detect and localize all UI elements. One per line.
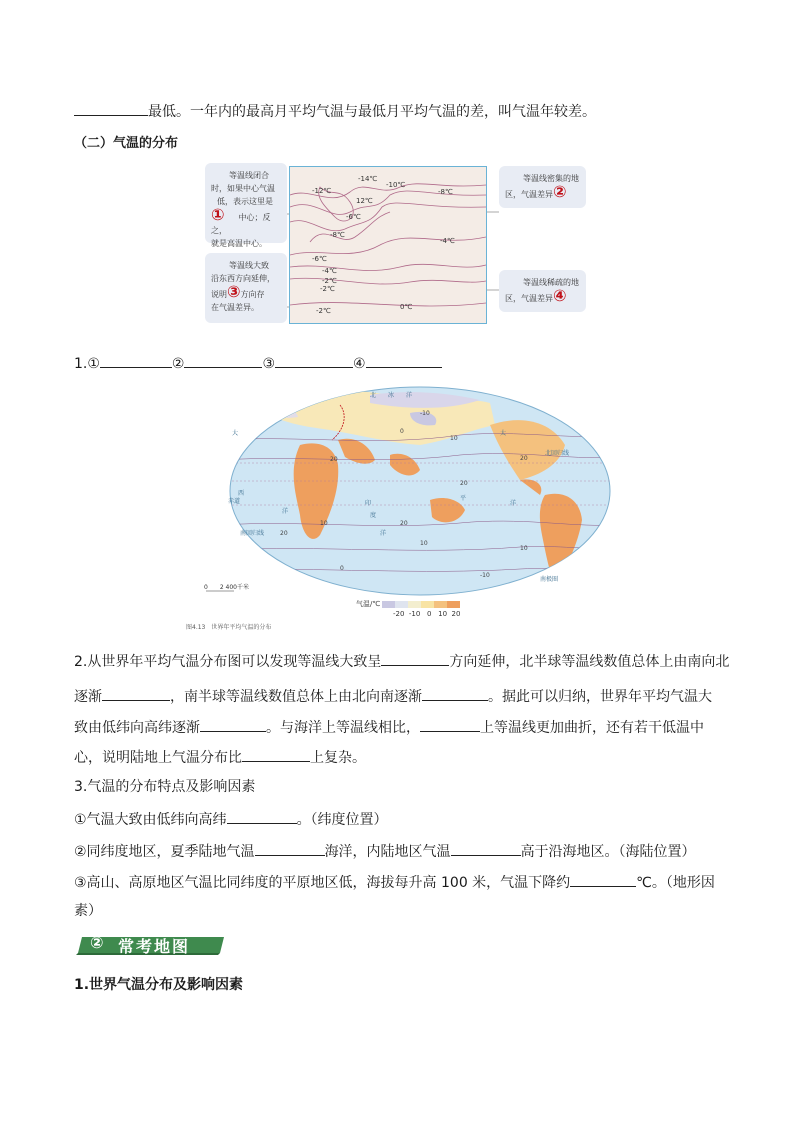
question-3c: ③高山、高原地区气温比同纬度的平原地区低，海拔每升高 100 米，气温下降约 ℃。（地形因 (74, 871, 715, 893)
question-3a: ①气温大致由低纬向高纬 。（纬度位置） (74, 808, 388, 830)
legend-swatch (395, 601, 408, 608)
svg-text:太: 太 (500, 430, 507, 437)
svg-text:大: 大 (232, 430, 239, 437)
svg-text:10: 10 (320, 520, 328, 527)
svg-text:-2℃: -2℃ (316, 307, 331, 315)
svg-text:20: 20 (330, 456, 338, 463)
section-banner (74, 933, 224, 955)
subheading: 1.世界气温分布及影响因素 (74, 977, 244, 993)
svg-text:-8℃: -8℃ (438, 188, 453, 196)
svg-text:洋: 洋 (380, 530, 387, 537)
answer-blank[interactable] (227, 808, 297, 824)
answer-blank[interactable] (102, 685, 170, 701)
svg-text:-2℃: -2℃ (322, 277, 337, 285)
svg-text:0: 0 (340, 565, 344, 572)
marker-1: ① (211, 205, 225, 224)
map-scale: 0 2 400千米 (204, 584, 249, 591)
svg-text:10: 10 (520, 545, 528, 552)
svg-text:-10℃: -10℃ (386, 181, 406, 189)
svg-text:洋: 洋 (510, 500, 517, 507)
svg-text:-6℃: -6℃ (312, 255, 327, 263)
svg-text:-8℃: -8℃ (330, 231, 345, 239)
answer-blank-4[interactable] (366, 352, 442, 368)
svg-text:洋: 洋 (282, 508, 289, 515)
answer-blank[interactable] (570, 871, 636, 887)
svg-text:平: 平 (460, 495, 467, 502)
svg-text:0℃: 0℃ (400, 303, 413, 311)
note-east-west-isotherm: 等温线大致 沿东西方向延伸， 说明③方向存 在气温差异。 (205, 253, 287, 323)
legend-swatch (408, 601, 421, 608)
legend-swatch (421, 601, 434, 608)
svg-text:10: 10 (420, 540, 428, 547)
answer-blank[interactable] (422, 685, 488, 701)
svg-text:-10: -10 (420, 410, 430, 417)
answer-blank[interactable] (242, 746, 310, 762)
svg-text:-2℃: -2℃ (320, 285, 335, 293)
svg-text:南回归线: 南回归线 (240, 530, 265, 537)
svg-text:-10: -10 (480, 572, 490, 579)
answer-blank-3[interactable] (275, 352, 353, 368)
answer-blank-1[interactable] (100, 352, 172, 368)
svg-text:南极圈: 南极圈 (540, 576, 559, 583)
svg-text:20: 20 (520, 455, 528, 462)
question-3b: ②同纬度地区，夏季陆地气温 海洋，内陆地区气温 高于沿海地区。（海陆位置） (74, 840, 696, 862)
legend-swatch (382, 601, 395, 608)
legend-swatch (434, 601, 447, 608)
answer-blank[interactable] (200, 716, 266, 732)
svg-text:印: 印 (365, 500, 372, 507)
question-2-line3: 致由低纬向高纬逐渐 。与海洋上等温线相比， 上等温线更加曲折，还有若干低温中 (74, 716, 704, 738)
svg-text:12℃: 12℃ (356, 197, 373, 205)
svg-text:20: 20 (400, 520, 408, 527)
svg-text:-4℃: -4℃ (440, 237, 455, 245)
answer-blank[interactable] (255, 840, 325, 856)
svg-text:20: 20 (460, 480, 468, 487)
svg-text:北回归线: 北回归线 (545, 450, 570, 457)
svg-text:赤道: 赤道 (228, 498, 241, 505)
answer-blank[interactable] (451, 840, 521, 856)
question-2-line1: 2.从世界年平均气温分布图可以发现等温线大致呈 方向延伸，北半球等温线数值总体上由南向北 (74, 650, 729, 672)
question-2-line2: 逐渐 ，南半球等温线数值总体上由北向南逐渐 。据此可以归纳，世界年平均气温大 (74, 685, 712, 707)
intro-line: 最低。一年内的最高月平均气温与最低月平均气温的差，叫气温年较差。 (74, 100, 596, 122)
map-legend: 气温/℃ -20 -10 0 10 20 (356, 600, 461, 618)
svg-text:10: 10 (450, 435, 458, 442)
isotherm-lines (290, 167, 486, 323)
marker-2: ② (553, 182, 567, 201)
answer-blank[interactable] (420, 716, 480, 732)
answer-blank[interactable] (381, 650, 449, 666)
svg-text:0: 0 (400, 428, 404, 435)
svg-text:西: 西 (238, 490, 245, 497)
svg-text:北 冰 洋: 北 冰 洋 (370, 392, 413, 399)
world-temperature-map (204, 385, 610, 597)
svg-text:度: 度 (370, 512, 377, 519)
svg-text:-12℃: -12℃ (312, 187, 332, 195)
marker-3: ③ (227, 282, 241, 301)
isotherm-diagram (289, 166, 487, 324)
svg-text:-14℃: -14℃ (358, 175, 378, 183)
legend-swatch (447, 601, 460, 608)
svg-text:-4℃: -4℃ (322, 267, 337, 275)
svg-text:20: 20 (280, 530, 288, 537)
map-caption: 图4.13 世界年平均气温的分布 (186, 624, 272, 631)
note-dense-isotherm: 等温线密集的地 区，气温差异② (499, 166, 586, 208)
note-closed-isotherm: 等温线闭合 时，如果中心气温 低，表示这里是 ① 中心；反之， 就是高温中心。 (205, 163, 287, 243)
svg-text:-6℃: -6℃ (346, 213, 361, 221)
note-sparse-isotherm: 等温线稀疏的地 区，气温差异④ (499, 270, 586, 312)
marker-4: ④ (553, 286, 567, 305)
banner-number: ② (90, 933, 104, 952)
answer-blank-2[interactable] (184, 352, 262, 368)
question-1: 1.① ② ③ ④ (74, 352, 442, 374)
question-2-line4: 心，说明陆地上气温分布比 上复杂。 (74, 746, 366, 768)
question-3c-cont: 素） (74, 903, 102, 919)
question-3-title: 3.气温的分布特点及影响因素 (74, 779, 256, 795)
banner-title: 常考地图 (118, 937, 191, 956)
world-map-svg (204, 385, 610, 597)
section-title: （二）气温的分布 (74, 136, 179, 151)
